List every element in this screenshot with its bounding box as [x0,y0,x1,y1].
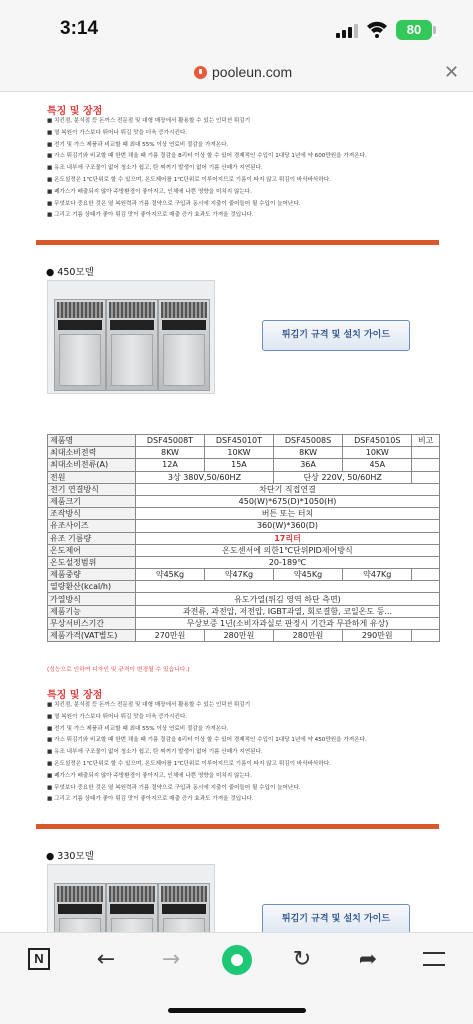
status-time: 3:14 [60,18,99,39]
table-row-label: 열량환산(kcal/h) [48,581,136,593]
table-cell: 280만원 [204,630,273,642]
table-cell: 차단기 직접연결 [136,483,440,495]
list-item: ■ 치킨점, 분식점 등 돈까스 전문점 및 대형 매장에서 활용할 수 있는 인덕션 튀김기 [47,116,447,128]
features-list-2 [47,700,447,806]
table-cell [412,459,440,471]
list-item: ■ 그리고 기름 상태가 좋아 튀김 맛이 좋아지므로 매출 증가 효과도 가져올 것입니다. [47,794,447,806]
table-row-label: 제품기능 [48,605,136,617]
table-cell: 8KW [136,447,205,459]
fryer-450-image [47,280,215,394]
table-cell: 10KW [343,447,412,459]
table-cell: 12A [136,459,205,471]
list-item: ■ 유조 내부에 구조물이 없어 청소가 쉽고, 탄 찌꺼기 발생이 없어 기름 산패가 지연된다. [47,163,447,175]
table-cell [412,630,440,642]
list-item: ■ 무엇보다 중요한 것은 열 복원력과 기름 절약으로 구입과 동시에 지출이 줄어들어 될 수입이 늘어난다. [47,783,447,795]
table-cell: 단상 220V, 50/60HZ [273,471,411,483]
cellular-signal-icon [336,24,358,38]
list-item: ■ 열 복원이 가스보다 뛰어나 튀김 맛을 더욱 증가시킨다. [47,128,447,140]
table-row [48,483,440,495]
list-item: ■ 전기 및 가스 제품과 비교할 때 최대 55% 이상 연료비 절감을 가져온다. [47,724,447,736]
table-cell: 280만원 [273,630,342,642]
table-row-label: 조작방식 [48,508,136,520]
table-cell: 450(W)*675(D)*1050(H) [136,495,440,507]
table-cell: 290만원 [343,630,412,642]
list-item: ■ 무엇보다 중요한 것은 열 복원력과 기름 절약으로 구입과 동시에 지출이 줄어들어 될 수입이 늘어난다. [47,199,447,211]
list-item: ■ 전기 및 가스 제품과 비교할 때 최대 55% 이상 연료비 절감을 가져온다. [47,140,447,152]
forward-arrow-icon[interactable]: → [161,947,181,972]
list-item: ■ 가스 튀김기와 비교할 때 한번 채울 때 기름 절감을 6리터 이상 할 수 있어 경제적인 수입이 1대당 1년에 약 450만원을 가져온다. [47,735,447,747]
table-cell: 버튼 또는 터치 [136,508,440,520]
url-text[interactable]: pooleun.com [212,64,293,80]
table-row-label: 최대소비전력 [48,447,136,459]
table-row [48,532,440,544]
table-cell [412,471,440,483]
table-cell: 36A [273,459,342,471]
table-cell: 약45Kg [136,569,205,581]
list-item: ■ 열 복원이 가스보다 뛰어나 튀김 맛을 더욱 증가시킨다. [47,712,447,724]
battery-tip [433,26,436,34]
table-row [48,435,440,447]
table-row-label: 온도제어 [48,544,136,556]
fryer-330-image [47,864,215,932]
table-cell: 유도가열(튀김 영역 하단 측면) [136,593,440,605]
table-row [48,630,440,642]
list-item: ■ 치킨점, 분식점 등 돈까스 전문점 및 대형 매장에서 활용할 수 있는 인덕션 튀김기 [47,700,447,712]
table-cell: 10KW [204,447,273,459]
table-cell: 무상보증 1년(소비자과실로 판정시 기간과 무관하게 유상) [136,617,440,629]
home-indicator [168,1008,306,1013]
table-cell: 약45Kg [273,569,342,581]
table-row-label: 최대소비전류(A) [48,459,136,471]
close-icon[interactable]: ✕ [444,62,460,83]
table-row [48,471,440,483]
table-row [48,544,440,556]
table-cell: 360(W)*360(D) [136,520,440,532]
table-row [48,459,440,471]
list-item: ■ 폐가스가 배출되지 않아 주방환경이 좋아지고, 인체에 나쁜 영향을 미치지 않는다. [47,187,447,199]
list-item: ■ 가스 튀김기와 비교할 때 한번 채울 때 기름 절감을 8리터 이상 할 수 있어 경제적인 수입이 1대당 1년에 약 600만원을 가져온다. [47,151,447,163]
table-row-label: 제품중량 [48,569,136,581]
table-header-cell: 비고 [412,435,440,447]
section-divider [36,240,439,245]
table-row [48,593,440,605]
list-item: ■ 유조 내부에 구조물이 없어 청소가 쉽고, 탄 찌꺼기 발생이 없어 기름 산패가 지연된다. [47,747,447,759]
wifi-icon [366,20,388,38]
features-list [47,116,447,222]
table-cell: 약47Kg [204,569,273,581]
spec-note: (성능으로 인하여 디자인 및 규격이 변경될 수 있습니다.) [47,667,190,673]
table-cell: 270만원 [136,630,205,642]
menu-icon[interactable] [423,952,445,966]
share-icon[interactable]: ➦ [358,947,378,972]
status-bar [0,0,473,56]
table-header-cell: DSF45010S [343,435,412,447]
table-row-label: 제품크기 [48,495,136,507]
table-row-label: 제품가격(VAT별도) [48,630,136,642]
table-cell: 17리터 [136,532,440,544]
table-row [48,508,440,520]
table-row [48,520,440,532]
table-row-label: 가열방식 [48,593,136,605]
table-cell: 약47Kg [343,569,412,581]
list-item: ■ 그리고 기름 상태가 좋아 튀김 맛이 좋아지므로 매출 증가 효과도 가져올 것입니다. [47,210,447,222]
fryer-guide-button[interactable]: 튀김기 규격 및 설치 가이드 [262,320,410,351]
table-cell: 온도센서에 의한1℃단위PID제어방식 [136,544,440,556]
table-cell: 45A [343,459,412,471]
spec-table [47,434,440,642]
list-item: ■ 온도설정은 1℃단위로 할 수 있으며, 온도제어를 1℃단위로 이루어지므로 기름이 타지 않고 튀김이 바삭바삭하다. [47,759,447,771]
battery-icon: 80 [396,20,432,40]
table-row-label: 전원 [48,471,136,483]
table-row-label: 무상서비스기간 [48,617,136,629]
site-favicon-icon [194,66,207,79]
list-item: ■ 온도설정은 1℃단위로 할 수 있으며, 온도제어를 1℃단위로 이루어지므로 기름이 타지 않고 튀김이 바삭바삭하다. [47,175,447,187]
table-cell [412,447,440,459]
fryer-guide-button-2[interactable]: 튀김기 규격 및 설치 가이드 [262,904,410,932]
table-cell [136,581,440,593]
green-dot-icon[interactable] [222,945,252,975]
table-header-cell: 제품명 [48,435,136,447]
back-arrow-icon[interactable]: ← [96,947,116,972]
table-row [48,617,440,629]
reload-icon[interactable]: ↻ [292,947,312,972]
table-cell: 15A [204,459,273,471]
table-row-label: 유조 기름량 [48,532,136,544]
table-header-cell: DSF45008S [273,435,342,447]
model-450-title: ● 450모델 [46,267,94,278]
list-item: ■ 폐가스가 배출되지 않아 주방환경이 좋아지고, 인체에 나쁜 영향을 미치지 않는다. [47,771,447,783]
table-row-label: 유조사이즈 [48,520,136,532]
table-row-label: 전기 연결방식 [48,483,136,495]
table-row [48,605,440,617]
table-row [48,581,440,593]
naver-n-icon[interactable]: N [28,948,50,970]
table-cell: 3상 380V,50/60HZ [136,471,274,483]
section-divider-2 [36,824,439,829]
features-title: 특징 및 장점 [47,106,103,117]
table-cell: 8KW [273,447,342,459]
table-row [48,447,440,459]
table-row [48,569,440,581]
table-row [48,556,440,568]
table-cell [412,569,440,581]
table-header-cell: DSF45008T [136,435,205,447]
table-row [48,495,440,507]
table-cell: 과전류, 과전압, 저전압, IGBT과열, 회로결함, 코일온도 등... [136,605,440,617]
table-cell: 20-189℃ [136,556,440,568]
table-row-label: 온도설정범위 [48,556,136,568]
table-header-cell: DSF45010T [204,435,273,447]
model-330-title: ● 330모델 [46,851,94,862]
page-content [0,92,473,932]
features-title-2: 특징 및 장점 [47,690,103,701]
